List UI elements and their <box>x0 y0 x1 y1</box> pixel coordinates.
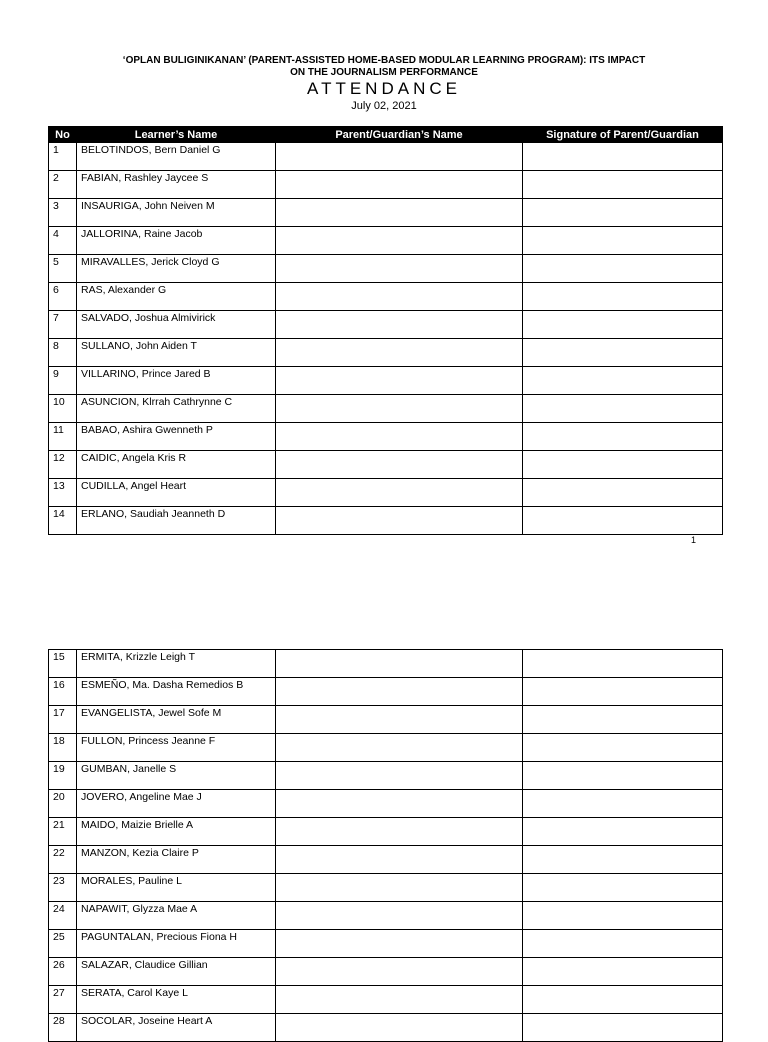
table-row <box>49 199 723 227</box>
row-number: 27 <box>49 986 77 1014</box>
table-row <box>49 846 723 874</box>
parent-name-cell[interactable] <box>276 199 523 227</box>
learner-name: EVANGELISTA, Jewel Sofe M <box>77 706 276 734</box>
page-number: 1 <box>691 535 697 545</box>
row-number: 23 <box>49 874 77 902</box>
learner-name: SULLANO, John Aiden T <box>77 339 276 367</box>
learner-name: MANZON, Kezia Claire P <box>77 846 276 874</box>
parent-name-cell[interactable] <box>276 283 523 311</box>
signature-cell[interactable] <box>523 930 723 958</box>
header-parent-name: Parent/Guardian’s Name <box>276 127 523 143</box>
learner-name: MORALES, Pauline L <box>77 874 276 902</box>
parent-name-cell[interactable] <box>276 790 523 818</box>
parent-name-cell[interactable] <box>276 255 523 283</box>
learner-name: BELOTINDOS, Bern Daniel G <box>77 143 276 171</box>
signature-cell[interactable] <box>523 339 723 367</box>
learner-name: ASUNCION, Klrrah Cathrynne C <box>77 395 276 423</box>
learner-name: SALVADO, Joshua Almivirick <box>77 311 276 339</box>
table-row <box>49 283 723 311</box>
attendance-table-page-2 <box>48 649 723 1042</box>
signature-cell[interactable] <box>523 283 723 311</box>
row-number: 21 <box>49 818 77 846</box>
row-number: 26 <box>49 958 77 986</box>
document-title-line-1: ‘OPLAN BULIGINIKANAN’ (PARENT-ASSISTED HOME-BASED MODULAR LEARNING PROGRAM): ITS IMPACT <box>122 55 646 66</box>
signature-cell[interactable] <box>523 227 723 255</box>
learner-name: CUDILLA, Angel Heart <box>77 479 276 507</box>
learner-name: CAIDIC, Angela Kris R <box>77 451 276 479</box>
parent-name-cell[interactable] <box>276 367 523 395</box>
learner-name: JALLORINA, Raine Jacob <box>77 227 276 255</box>
signature-cell[interactable] <box>523 451 723 479</box>
table-row <box>49 818 723 846</box>
parent-name-cell[interactable] <box>276 678 523 706</box>
learner-name: FULLON, Princess Jeanne F <box>77 734 276 762</box>
table-row <box>49 958 723 986</box>
attendance-heading: ATTENDANCE <box>307 79 461 98</box>
signature-cell[interactable] <box>523 143 723 171</box>
document-title-line-2: ON THE JOURNALISM PERFORMANCE <box>290 67 478 78</box>
parent-name-cell[interactable] <box>276 171 523 199</box>
signature-cell[interactable] <box>523 846 723 874</box>
parent-name-cell[interactable] <box>276 846 523 874</box>
row-number: 25 <box>49 930 77 958</box>
table-row <box>49 227 723 255</box>
learner-name: ESMEÑO, Ma. Dasha Remedios B <box>77 678 276 706</box>
row-number: 6 <box>49 283 77 311</box>
signature-cell[interactable] <box>523 678 723 706</box>
parent-name-cell[interactable] <box>276 818 523 846</box>
parent-name-cell[interactable] <box>276 423 523 451</box>
parent-name-cell[interactable] <box>276 902 523 930</box>
row-number: 2 <box>49 171 77 199</box>
attendance-date: July 02, 2021 <box>351 100 417 112</box>
learner-name: FABIAN, Rashley Jaycee S <box>77 171 276 199</box>
table-row <box>49 930 723 958</box>
row-number: 11 <box>49 423 77 451</box>
table-row <box>49 255 723 283</box>
signature-cell[interactable] <box>523 902 723 930</box>
signature-cell[interactable] <box>523 874 723 902</box>
learner-name: INSAURIGA, John Neiven M <box>77 199 276 227</box>
row-number: 16 <box>49 678 77 706</box>
signature-cell[interactable] <box>523 1014 723 1042</box>
row-number: 12 <box>49 451 77 479</box>
row-number: 10 <box>49 395 77 423</box>
signature-cell[interactable] <box>523 650 723 678</box>
learner-name: GUMBAN, Janelle S <box>77 762 276 790</box>
signature-cell[interactable] <box>523 986 723 1014</box>
table-row <box>49 171 723 199</box>
signature-cell[interactable] <box>523 762 723 790</box>
table-row <box>49 1014 723 1042</box>
signature-cell[interactable] <box>523 423 723 451</box>
header-signature: Signature of Parent/Guardian <box>523 127 723 143</box>
signature-cell[interactable] <box>523 507 723 535</box>
table-row <box>49 339 723 367</box>
row-number: 7 <box>49 311 77 339</box>
row-number: 14 <box>49 507 77 535</box>
signature-cell[interactable] <box>523 199 723 227</box>
parent-name-cell[interactable] <box>276 1014 523 1042</box>
row-number: 19 <box>49 762 77 790</box>
parent-name-cell[interactable] <box>276 311 523 339</box>
signature-cell[interactable] <box>523 734 723 762</box>
table-row <box>49 874 723 902</box>
row-number: 3 <box>49 199 77 227</box>
parent-name-cell[interactable] <box>276 451 523 479</box>
learner-name: MAIDO, Maizie Brielle A <box>77 818 276 846</box>
parent-name-cell[interactable] <box>276 734 523 762</box>
parent-name-cell[interactable] <box>276 395 523 423</box>
row-number: 20 <box>49 790 77 818</box>
signature-cell[interactable] <box>523 790 723 818</box>
row-number: 4 <box>49 227 77 255</box>
row-number: 5 <box>49 255 77 283</box>
learner-name: JOVERO, Angeline Mae J <box>77 790 276 818</box>
signature-cell[interactable] <box>523 367 723 395</box>
signature-cell[interactable] <box>523 255 723 283</box>
learner-name: PAGUNTALAN, Precious Fiona H <box>77 930 276 958</box>
parent-name-cell[interactable] <box>276 507 523 535</box>
table-row <box>49 650 723 678</box>
row-number: 8 <box>49 339 77 367</box>
table-row <box>49 395 723 423</box>
learner-name: BABAO, Ashira Gwenneth P <box>77 423 276 451</box>
header-no: No <box>49 127 77 143</box>
table-row <box>49 423 723 451</box>
learner-name: SERATA, Carol Kaye L <box>77 986 276 1014</box>
table-row <box>49 678 723 706</box>
row-number: 24 <box>49 902 77 930</box>
learner-name: SOCOLAR, Joseine Heart A <box>77 1014 276 1042</box>
learner-name: SALAZAR, Claudice Gillian <box>77 958 276 986</box>
learner-name: MIRAVALLES, Jerick Cloyd G <box>77 255 276 283</box>
parent-name-cell[interactable] <box>276 479 523 507</box>
signature-cell[interactable] <box>523 171 723 199</box>
learner-name: VILLARINO, Prince Jared B <box>77 367 276 395</box>
parent-name-cell[interactable] <box>276 650 523 678</box>
row-number: 15 <box>49 650 77 678</box>
row-number: 22 <box>49 846 77 874</box>
table-row <box>49 143 723 171</box>
parent-name-cell[interactable] <box>276 227 523 255</box>
table-row <box>49 507 723 535</box>
signature-cell[interactable] <box>523 818 723 846</box>
table-row <box>49 706 723 734</box>
table-row <box>49 790 723 818</box>
table-row <box>49 367 723 395</box>
parent-name-cell[interactable] <box>276 762 523 790</box>
parent-name-cell[interactable] <box>276 986 523 1014</box>
signature-cell[interactable] <box>523 958 723 986</box>
parent-name-cell[interactable] <box>276 706 523 734</box>
header-learner-name: Learner’s Name <box>77 127 276 143</box>
table-row <box>49 311 723 339</box>
parent-name-cell[interactable] <box>276 143 523 171</box>
table-row <box>49 451 723 479</box>
table-row <box>49 762 723 790</box>
table-row <box>49 986 723 1014</box>
parent-name-cell[interactable] <box>276 339 523 367</box>
row-number: 9 <box>49 367 77 395</box>
parent-name-cell[interactable] <box>276 958 523 986</box>
table-row <box>49 734 723 762</box>
row-number: 13 <box>49 479 77 507</box>
signature-cell[interactable] <box>523 311 723 339</box>
learner-name: NAPAWIT, Glyzza Mae A <box>77 902 276 930</box>
row-number: 17 <box>49 706 77 734</box>
row-number: 18 <box>49 734 77 762</box>
table-row <box>49 902 723 930</box>
parent-name-cell[interactable] <box>276 930 523 958</box>
parent-name-cell[interactable] <box>276 874 523 902</box>
table-row <box>49 479 723 507</box>
learner-name: RAS, Alexander G <box>77 283 276 311</box>
learner-name: ERLANO, Saudiah Jeanneth D <box>77 507 276 535</box>
signature-cell[interactable] <box>523 706 723 734</box>
signature-cell[interactable] <box>523 395 723 423</box>
table-header-row <box>49 127 723 143</box>
learner-name: ERMITA, Krizzle Leigh T <box>77 650 276 678</box>
row-number: 1 <box>49 143 77 171</box>
signature-cell[interactable] <box>523 479 723 507</box>
attendance-table-page-1 <box>48 126 723 535</box>
row-number: 28 <box>49 1014 77 1042</box>
